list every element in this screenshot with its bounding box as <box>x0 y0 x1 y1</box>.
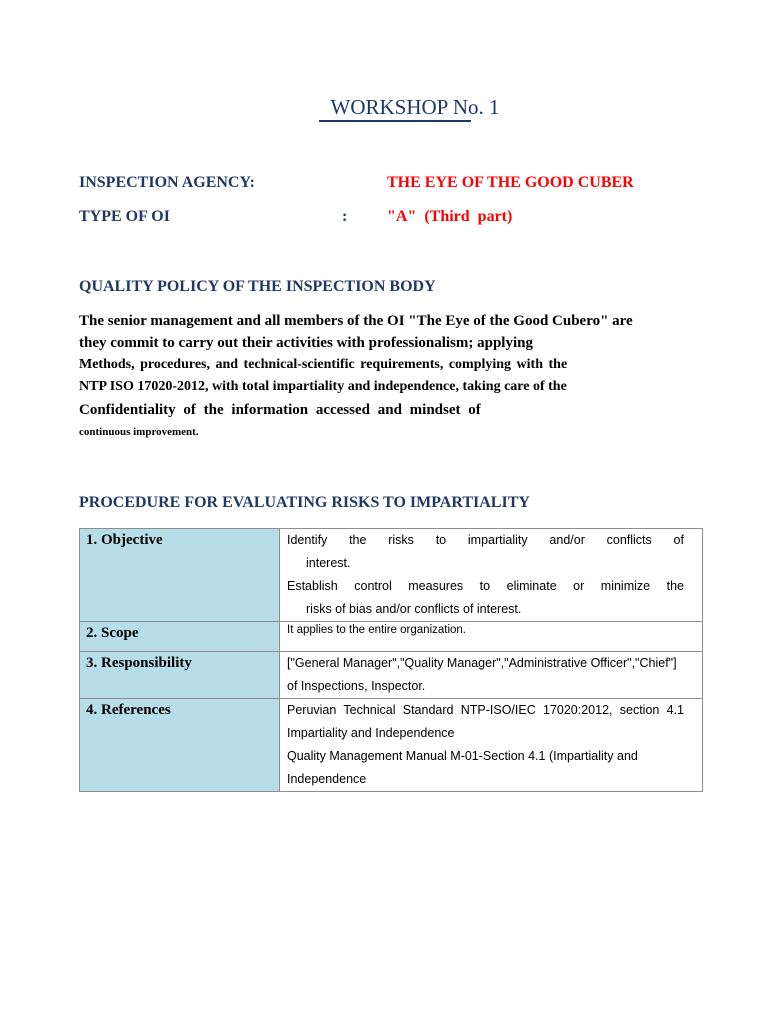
inspection-agency-value: THE EYE OF THE GOOD CUBER <box>387 174 634 191</box>
policy-line: Confidentiality of the information accessed and mindset of <box>79 402 481 418</box>
objective-label-cell <box>80 529 280 622</box>
responsibility-label-cell <box>80 652 280 699</box>
page-title: WORKSHOP No. 1 <box>330 95 500 119</box>
table-row <box>80 622 703 652</box>
oi-type-colon: : <box>342 208 348 225</box>
row-label: 1. Objective <box>86 532 163 548</box>
cell-text: Establish control measures to eliminate or minimize the <box>287 579 684 593</box>
cell-text: Identify the risks to impartiality and/or conflicts of <box>287 533 684 547</box>
references-label-cell <box>80 699 280 792</box>
cell-text: risks of bias and/or conflicts of interest. <box>306 602 522 616</box>
quality-policy-heading: QUALITY POLICY OF THE INSPECTION BODY <box>79 278 436 295</box>
table-row <box>80 652 703 699</box>
cell-text: Independence <box>287 772 367 786</box>
table-row <box>80 529 703 622</box>
table-row <box>80 699 703 792</box>
oi-type-value: "A" (Third part) <box>387 208 513 225</box>
cell-text: Peruvian Technical Standard NTP-ISO/IEC 17020:2012, section 4.1 <box>287 703 684 717</box>
cell-text: interest. <box>306 556 351 570</box>
inspection-agency-label: INSPECTION AGENCY: <box>79 174 255 191</box>
policy-line: Methods, procedures, and technical-scientific requirements, complying with the <box>79 357 568 372</box>
cell-text: Quality Management Manual M-01-Section 4.1 (Impartiality and <box>287 749 638 763</box>
row-label: 3. Responsibility <box>86 655 192 671</box>
scope-content-cell <box>280 622 703 652</box>
scope-label-cell <box>80 622 280 652</box>
procedure-heading: PROCEDURE FOR EVALUATING RISKS TO IMPARTIALITY <box>79 494 530 511</box>
policy-line: The senior management and all members of the OI "The Eye of the Good Cubero" are <box>79 313 633 329</box>
policy-line: NTP ISO 17020-2012, with total impartiality and independence, taking care of the <box>79 379 567 394</box>
cell-text: ["General Manager","Quality Manager","Administrative Officer","Chief"] <box>287 656 677 670</box>
oi-type-label: TYPE OF OI <box>79 208 170 225</box>
title-underline <box>319 120 471 122</box>
row-label: 4. References <box>86 702 171 718</box>
objective-content-cell <box>280 529 703 622</box>
responsibility-content-cell <box>280 652 703 699</box>
references-content-cell <box>280 699 703 792</box>
policy-line: they commit to carry out their activities with professionalism; applying <box>79 335 533 351</box>
row-label: 2. Scope <box>86 625 139 641</box>
cell-text: Impartiality and Independence <box>287 726 455 740</box>
cell-text: It applies to the entire organization. <box>287 624 467 636</box>
cell-text: of Inspections, Inspector. <box>287 679 426 693</box>
policy-line: continuous improvement. <box>79 426 199 438</box>
procedure-table <box>79 528 703 792</box>
